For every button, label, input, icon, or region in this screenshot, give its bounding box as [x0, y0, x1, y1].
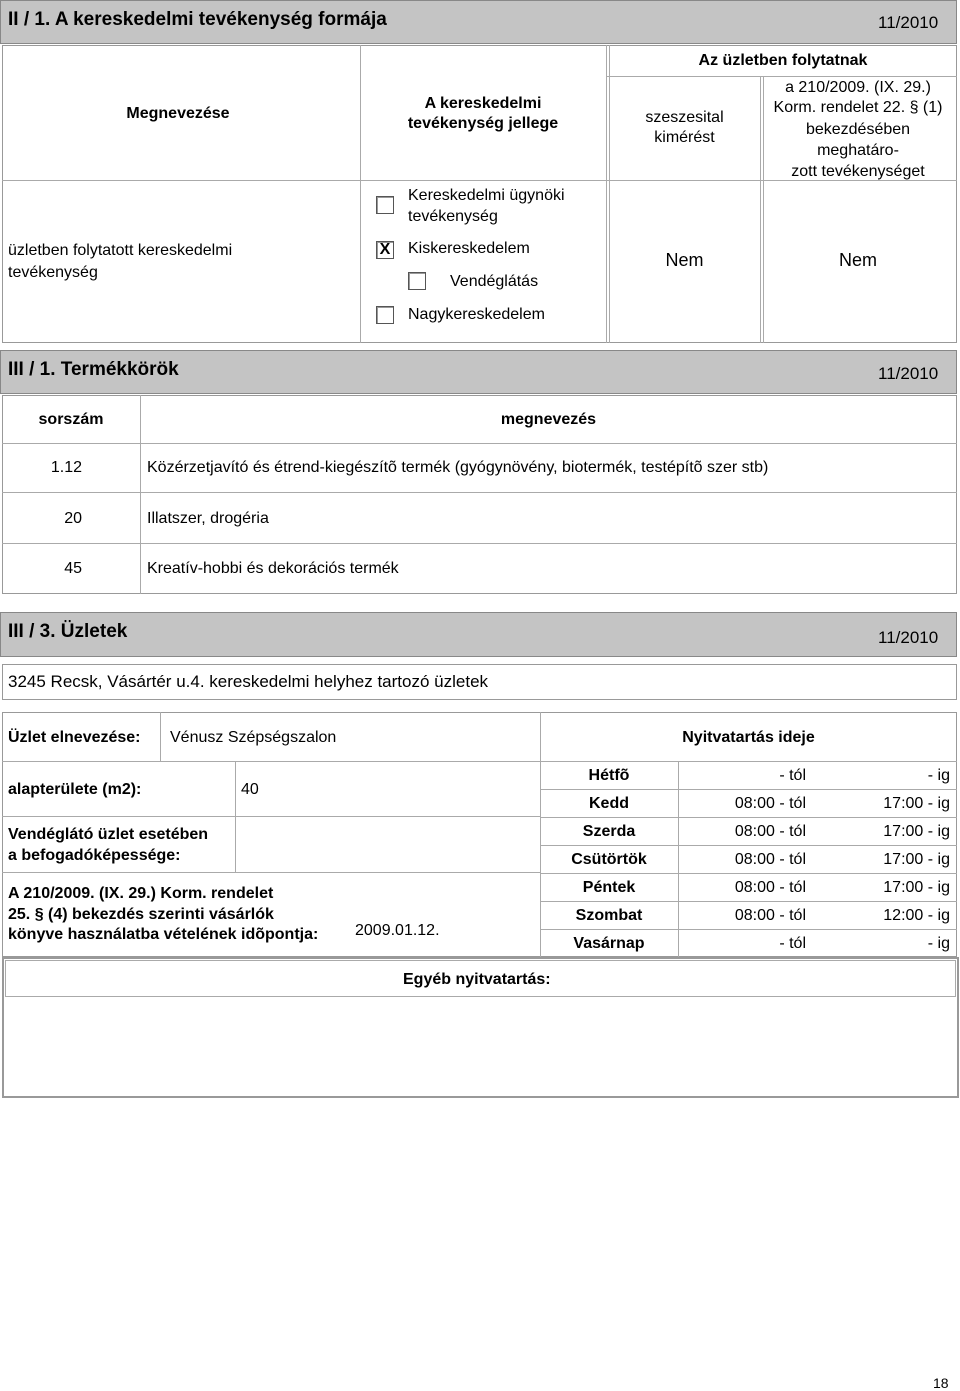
section2-title: III / 1. Termékkörök — [8, 359, 179, 380]
day-name: Péntek — [582, 879, 636, 896]
capacity-label-1: Vendéglátó üzlet esetében — [8, 826, 209, 843]
day-from: - tól — [779, 935, 806, 952]
product-num: 45 — [64, 560, 82, 577]
option-label-ugynoki-1: Kereskedelmi ügynöki — [408, 187, 565, 204]
col-rendelet-header-2: Korm. rendelet 22. § (1) — [773, 99, 943, 116]
day-name: Csütörtök — [571, 851, 647, 868]
book-date: 2009.01.12. — [355, 922, 440, 939]
day-from: 08:00 - tól — [734, 907, 806, 924]
col-jellege-header-1: A kereskedelmi — [424, 95, 542, 112]
area-label: alapterülete (m2): — [8, 781, 142, 798]
day-name: Szerda — [582, 823, 636, 840]
col-rendelet-header-5: zott tevékenységet — [791, 163, 925, 180]
day-from: 08:00 - tól — [734, 879, 806, 896]
col-rendelet-header-4: meghatáro- — [817, 142, 899, 159]
book-label-2: 25. § (4) bekezdés szerinti vásárlók — [8, 906, 274, 923]
option-checkbox-nagykereskedelem[interactable] — [376, 306, 394, 324]
option-checkbox-kiskereskedelem[interactable]: X — [376, 241, 394, 259]
day-name: Szombat — [575, 907, 643, 924]
shop-name-label: Üzlet elnevezése: — [8, 729, 141, 746]
capacity-label-2: a befogadóképessége: — [8, 847, 181, 864]
option-checkbox-ugynoki[interactable] — [376, 196, 394, 214]
product-name: Kreatív-hobbi és dekorációs termék — [147, 560, 399, 577]
product-name: Közérzetjavító és étrend-kiegészítõ termék (gyógynövény, biotermék, testépítõ szer stb) — [147, 459, 769, 476]
hours-title: Nyitvatartás ideje — [682, 729, 815, 746]
col-szeszesital-header-2: kimérést — [654, 129, 715, 146]
day-name: Vasárnap — [573, 935, 645, 952]
product-num: 1.12 — [50, 459, 82, 476]
day-to: 17:00 - ig — [883, 823, 950, 840]
day-from: - tól — [779, 767, 806, 784]
col-megnevezes2-header: megnevezés — [500, 411, 597, 428]
day-from: 08:00 - tól — [734, 795, 806, 812]
szeszesital-value: Nem — [665, 250, 704, 270]
section3-header — [0, 612, 957, 657]
rendelet-value: Nem — [838, 250, 877, 270]
day-name: Kedd — [589, 795, 629, 812]
day-to: 17:00 - ig — [883, 879, 950, 896]
row-label-2: tevékenység — [8, 264, 98, 281]
col-jellege-header-2: tevékenység jellege — [407, 115, 559, 132]
option-label-vendeglatas: Vendéglátás — [450, 273, 539, 290]
col-folytatnak-header: Az üzletben folytatnak — [698, 52, 868, 69]
col-rendelet-header-3: bekezdésében — [805, 121, 911, 138]
col-rendelet-header-1: a 210/2009. (IX. 29.) — [785, 79, 931, 96]
product-name: Illatszer, drogéria — [147, 510, 269, 527]
book-label-1: A 210/2009. (IX. 29.) Korm. rendelet — [8, 885, 274, 902]
row-label-1: üzletben folytatott kereskedelmi — [8, 242, 233, 259]
option-label-kiskereskedelem: Kiskereskedelem — [408, 240, 530, 257]
book-label-3: könyve használatba vételének idõpontja: — [8, 926, 319, 943]
option-label-nagykereskedelem: Nagykereskedelem — [408, 306, 545, 323]
col-sorszam-header: sorszám — [38, 411, 104, 428]
day-name: Hétfõ — [588, 767, 630, 784]
col-megnevezes-header: Megnevezése — [126, 105, 230, 122]
day-to: 12:00 - ig — [883, 907, 950, 924]
other-hours-label: Egyéb nyitvatartás: — [403, 971, 551, 988]
day-to: - ig — [927, 767, 950, 784]
shop-name: Vénusz Szépségszalon — [170, 729, 337, 746]
day-to: 17:00 - ig — [883, 795, 950, 812]
shop-address: 3245 Recsk, Vásártér u.4. kereskedelmi helyhez tartozó üzletek — [8, 672, 489, 691]
section3-title: III / 3. Üzletek — [8, 621, 128, 642]
option-label-ugynoki-2: tevékenység — [408, 208, 498, 225]
col-szeszesital-header-1: szeszesital — [645, 109, 724, 126]
day-to: 17:00 - ig — [883, 851, 950, 868]
area-value: 40 — [241, 781, 259, 798]
day-from: 08:00 - tól — [734, 851, 806, 868]
day-from: 08:00 - tól — [734, 823, 806, 840]
product-num: 20 — [64, 510, 82, 527]
day-to: - ig — [927, 935, 950, 952]
section1-date: 11/2010 — [878, 13, 939, 32]
section3-date: 11/2010 — [878, 628, 939, 647]
section2-date: 11/2010 — [878, 364, 939, 383]
page-number: 18 — [933, 1375, 949, 1391]
option-checkbox-vendeglatas[interactable] — [408, 272, 426, 290]
section1-title: II / 1. A kereskedelmi tevékenység formája — [8, 9, 387, 30]
